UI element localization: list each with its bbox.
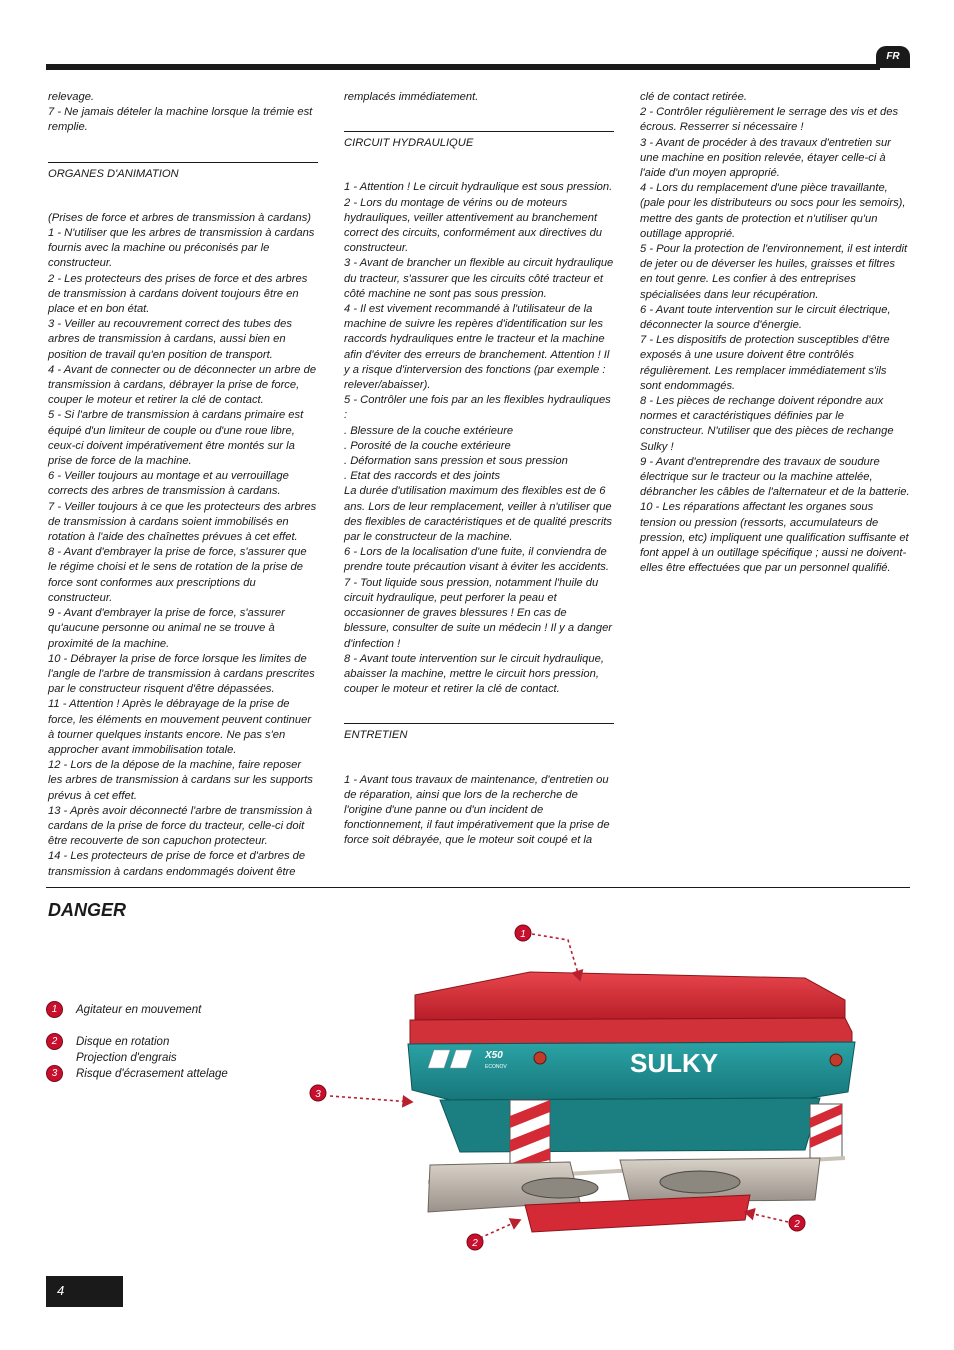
paragraph: 6 - Avant toute intervention sur le circuit électrique, déconnecter la source d'énergie.: [640, 303, 891, 332]
column-3: [640, 90, 910, 577]
paragraph: 1 - Avant tous travaux de maintenance, d'entretien ou de réparation, ainsi que lors de la recherche de l'origine d'une panne ou d'un incident de fonctionnement, il faut impérativement que la prise de force soit débrayée, que le moteur soit coupé et la: [344, 773, 610, 847]
paragraph: 4 - Il est vivement recommandé à l'utilisateur de la machine de suivre les repères d'identification sur les raccords hydrauliques entre le tracteur et la machine afin d'éviter des erreurs de branchement. Attention ! Il y a risque d'interversion des fonctions (par exemple : relever/abaisser).: [344, 303, 610, 392]
number-badge: 3: [46, 1065, 63, 1082]
paragraph: 8 - Avant toute intervention sur le circuit hydraulique, abaisser la machine, mettre le circuit hors pression, couper le moteur et retirer la clé de contact.: [344, 652, 604, 696]
paragraph: 2 - Contrôler régulièrement le serrage des vis et des écrous. Resserrer si nécessaire !: [640, 106, 899, 134]
paragraph: 8 - Avant d'embrayer la prise de force, s'assurer que le régime choisi et le sens de rotation de la prise de force sont conformes aux prescriptions du constructeur.: [48, 546, 307, 604]
number-badge: 1: [46, 1001, 63, 1018]
paragraph: . Déformation sans pression et sous pression: [344, 455, 568, 468]
legend-text: Agitateur en mouvement: [76, 1004, 202, 1016]
paragraph: . Etat des raccords et des joints: [344, 470, 501, 483]
paragraph: 8 - Les pièces de rechange doivent répondre aux normes et caractéristiques définies par le constructeur. N'utiliser que des pièces de rechange Sulky !: [640, 395, 894, 453]
hazard-panel-left: [510, 1100, 550, 1168]
paragraph: 2 - Les protecteurs des prises de force et des arbres de transmission à cardans doivent toujours être en place et en bon état.: [48, 272, 308, 316]
hopper-extension: [410, 1018, 852, 1044]
language-badge: FR: [876, 46, 910, 68]
callout-2-right: [789, 1215, 805, 1231]
series-label: ECONOV: [485, 1064, 507, 1070]
header-rule: [46, 64, 880, 70]
paragraph: 2 - Lors du montage de vérins ou de moteurs hydrauliques, veiller attentivement au branchement correct des circuits, conformément aux directives du constructeur.: [344, 196, 603, 255]
column-2: [344, 90, 614, 849]
page-number: 4: [57, 1283, 65, 1298]
column-1: [48, 90, 318, 880]
section-title-entretien: ENTRETIEN: [344, 723, 614, 743]
danger-title: DANGER: [48, 900, 127, 920]
spreader-illustration: [300, 920, 860, 1260]
paragraph: 6 - Veiller toujours au montage et au verrouillage corrects des arbres de transmission à cardans.: [48, 470, 289, 498]
hazard-panel-right: [810, 1104, 842, 1158]
paragraph: . Blessure de la couche extérieure: [344, 424, 514, 437]
paragraph: 12 - Lors de la dépose de la machine, faire reposer les arbres de transmission à cardans sur les supports prévus à cet effet.: [48, 759, 313, 802]
paragraph: 14 - Les protecteurs de prise de force et d'arbres de transmission à cardans endommagés doivent être: [48, 850, 306, 878]
paragraph: 7 - Veiller toujours à ce que les protecteurs des arbres de transmission à cardans soient immobilisés en rotation à l'aide des chaînettes prévues à cet effet.: [48, 500, 317, 544]
light: [534, 1052, 546, 1064]
brand-logo: SULKY: [630, 1048, 719, 1078]
paragraph: 7 - Les dispositifs de protection susceptibles d'être exposés à une usure doivent être contrôlés régulièrement. Les remplacer immédiatement s'ils sont endommagés.: [640, 334, 890, 392]
callout-arrow: [745, 1212, 788, 1222]
section-divider: [46, 887, 910, 888]
paragraph: 4 - Avant de connecter ou de déconnecter un arbre de transmission à cardans, débrayer la prise de force, couper le moteur et retirer la clé de contact.: [48, 363, 317, 407]
legend-text: Disque en rotation Projection d'engrais: [76, 1036, 177, 1064]
paragraph: 6 - Lors de la localisation d'une fuite, il conviendra de prendre toute précaution visant à éviter les accidents.: [344, 546, 609, 574]
hopper-top: [415, 972, 845, 1020]
number-badge: 2: [46, 1033, 63, 1050]
section-title-organes: ORGANES D'ANIMATION: [48, 162, 318, 182]
paragraph: 1 - Attention ! Le circuit hydraulique est sous pression.: [344, 181, 613, 194]
paragraph: . Porosité de la couche extérieure: [344, 439, 511, 452]
paragraph: 9 - Avant d'embrayer la prise de force, s'assurer qu'aucune personne ou animal ne se trouve à proximité de la machine.: [48, 607, 285, 650]
paragraph: 5 - Pour la protection de l'environnement, il est interdit de jeter ou de déverser les huiles, graisses et filtres en tout genre. Les confier à des entreprises spécialisées dans leur récupération.: [640, 243, 908, 301]
paragraph: 13 - Après avoir déconnecté l'arbre de transmission à cardans de la prise de force du tracteur, celle-ci doit être recouverte de son capuchon protecteur.: [48, 804, 313, 848]
disc-right: [660, 1171, 740, 1193]
section-title-circuit-hydraulique: CIRCUIT HYDRAULIQUE: [344, 131, 614, 151]
paragraph: 11 - Attention ! Après le débrayage de la prise de force, les éléments en mouvement peuvent continuer à tourner quelques instants encore. Ne pas s'en approcher avant immobilisation totale.: [48, 698, 312, 756]
paragraph: 7 - Ne jamais dételer la machine lorsque la trémie est remplie.: [48, 106, 313, 134]
paragraph: 3 - Veiller au recouvrement correct des tubes des arbres de transmission à cardans, aussi bien en position de travail qu'en position de transport.: [48, 318, 292, 361]
svg-text:2: 2: [472, 1238, 478, 1249]
paragraph: 7 - Tout liquide sous pression, notamment l'huile du circuit hydraulique, peut perforer la peau et occasionner de graves blessures ! En cas de blessure, consulter de suite un médecin ! Il y a danger d'infection !: [344, 576, 613, 650]
paragraph: 3 - Avant de brancher un flexible au circuit hydraulique du tracteur, s'assurer que les circuits côté tracteur et côté machine ne sont pas sous pression.: [344, 257, 614, 300]
chassis: [440, 1098, 820, 1152]
callout-arrow: [480, 1220, 520, 1238]
paragraph: clé de contact retirée.: [640, 91, 747, 103]
svg-text:1: 1: [520, 929, 526, 940]
svg-text:3: 3: [315, 1089, 321, 1100]
paragraph: 10 - Les réparations affectant les organes sous tension ou pression (ressorts, accumulateurs de pression, etc) impliquent une qualification suffisante et font appel à un outillage spécifique ; aussi ne doivent-elles être effectuées que par un personnel qualifié.: [640, 501, 909, 575]
paragraph: 10 - Débrayer la prise de force lorsque les limites de l'angle de l'arbre de transmission à cardans prescrites par le constructeur risquent d'être dépassées.: [48, 652, 315, 696]
legend-text: Risque d'écrasement attelage: [76, 1068, 228, 1080]
paragraph: 4 - Lors du remplacement d'une pièce travaillante, (pale pour les distributeurs ou socs pour les semoirs), mettre des gants de protection et n'utiliser qu'un outillage approprié.: [640, 182, 906, 240]
paragraph: 5 - Contrôler une fois par an les flexibles hydrauliques :: [344, 394, 611, 422]
callout-1: [515, 925, 531, 941]
paragraph: relevage.: [48, 91, 95, 103]
paragraph: 3 - Avant de procéder à des travaux d'entretien sur une machine en position relevée, étayer celle-ci à l'aide d'un moyen approprié.: [640, 136, 891, 180]
callout-arrow: [330, 1096, 412, 1102]
callout-2-left: [467, 1234, 483, 1250]
paragraph: remplacés immédiatement.: [344, 91, 479, 103]
svg-text:2: 2: [794, 1219, 800, 1230]
disc-left: [522, 1178, 598, 1198]
paragraph: 9 - Avant d'entreprendre des travaux de soudure électrique sur le tracteur ou la machine attelée, débrancher les câbles de l'alternateur et de la batterie.: [640, 455, 910, 499]
model-label: X50: [485, 1050, 503, 1061]
paragraph: 1 - N'utiliser que les arbres de transmission à cardans fournis avec la machine ou préconisés par le constructeur.: [48, 227, 315, 270]
paragraph: 5 - Si l'arbre de transmission à cardans primaire est équipé d'un limiteur de couple ou d'une roue libre, ceux-ci doivent impérativement être montés sur la prise de force de la machine.: [48, 409, 304, 468]
paragraph: (Prises de force et arbres de transmission à cardans): [48, 211, 312, 224]
paragraph: La durée d'utilisation maximum des flexibles est de 6 ans. Lors de leur remplacement, veiller à n'utiliser que des flexibles de caractéristiques et de qualité prescrits par le constructeur de la machine.: [344, 485, 613, 544]
callout-3: [310, 1085, 326, 1101]
light: [830, 1054, 842, 1066]
